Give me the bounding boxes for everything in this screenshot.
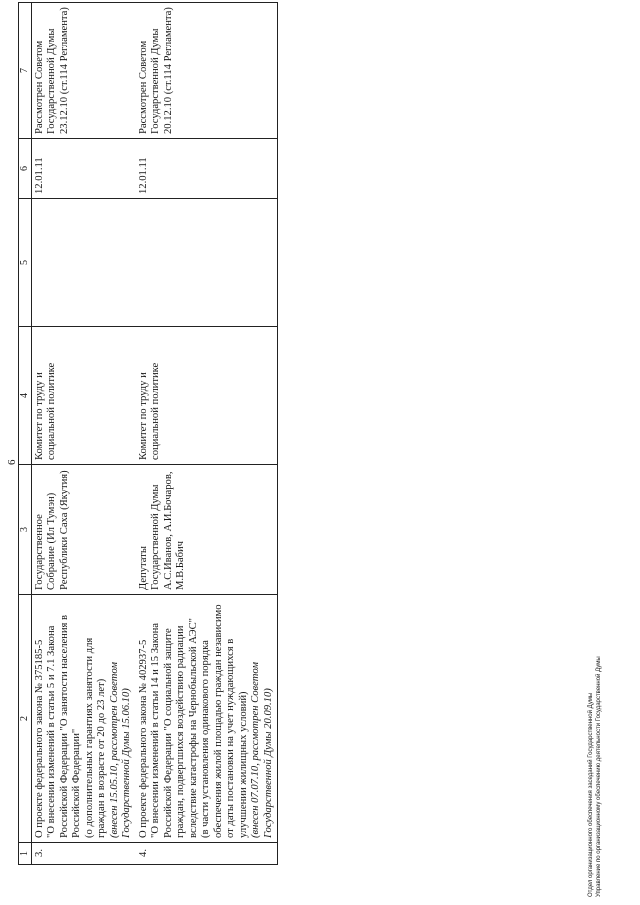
empty-cell [136,199,278,327]
column-header: 4 [19,327,32,465]
committee-cell: Комитет по труду и социальной политике [31,327,136,465]
column-header: 3 [19,465,32,595]
bill-description [136,595,278,843]
row-number: 4. [136,843,278,865]
footer-line: Отдел организационного обеспечения заседаний Государственной Думы [588,692,594,897]
column-header: 2 [19,595,32,843]
status-cell: Рассмотрен Советом Государственной Думы 23.12.10 (ст.114 Регламента) [31,3,136,139]
bill-subject: "О внесении изменений в статьи 14 и 15 Закона Российской Федерации "О социальной защите граждан, подвергшихся воздействию радиации вследствие катастрофы на Чернобыльской АЭС" [150,618,199,838]
date-cell: 12.01.11 [31,139,136,199]
agenda-table [18,2,278,865]
committee-cell: Комитет по труду и социальной политике [136,327,278,465]
bill-purpose: (в части установления одинакового порядка обеспечения жилой площадью граждан независимо от даты постановки на учет нуждающихся в улучшении жилищных условий) [200,604,249,838]
page-number: 6 [6,459,18,465]
status-cell: Рассмотрен Советом Государственной Думы 20.12.10 (ст.114 Регламента) [136,3,278,139]
initiator-cell: Депутаты Государственной Думы А.С.Иванов, А.И.Бочаров, М.В.Бабич [136,465,278,595]
empty-cell [31,199,136,327]
bill-subject: "О внесении изменений в статьи 5 и 7.1 Закона Российской Федерации "О занятости населения в Российской Федерации" [46,614,83,838]
column-header: 6 [19,139,32,199]
footer [588,656,604,897]
initiator-cell: Государственное Собрание (Ил Тумэн) Республики Саха (Якутия) [31,465,136,595]
column-header: 7 [19,3,32,139]
row-number: 3. [31,843,136,865]
column-header: 1 [19,843,32,865]
footer-line: Управление по организационному обеспечению деятельности Государственной Думы [595,656,602,897]
bill-title: О проекте федерального закона № 402937-5 [137,639,149,838]
date-cell: 12.01.11 [136,139,278,199]
bill-description [31,595,136,843]
header-row [19,3,32,865]
bill-note: (внесен 07.07.10, рассмотрен Советом Государственной Думы 20.09.10) [250,662,274,838]
table-row [136,3,278,865]
column-header: 5 [19,199,32,327]
bill-purpose: (о дополнительных гарантиях занятости для граждан в возрасте от 20 до 23 лет) [83,637,108,838]
table-row [31,3,136,865]
bill-title: О проекте федерального закона № 375185-5 [33,639,45,838]
bill-note: (внесен 15.05.10, рассмотрен Советом Государственной Думы 15.06.10) [108,662,133,838]
